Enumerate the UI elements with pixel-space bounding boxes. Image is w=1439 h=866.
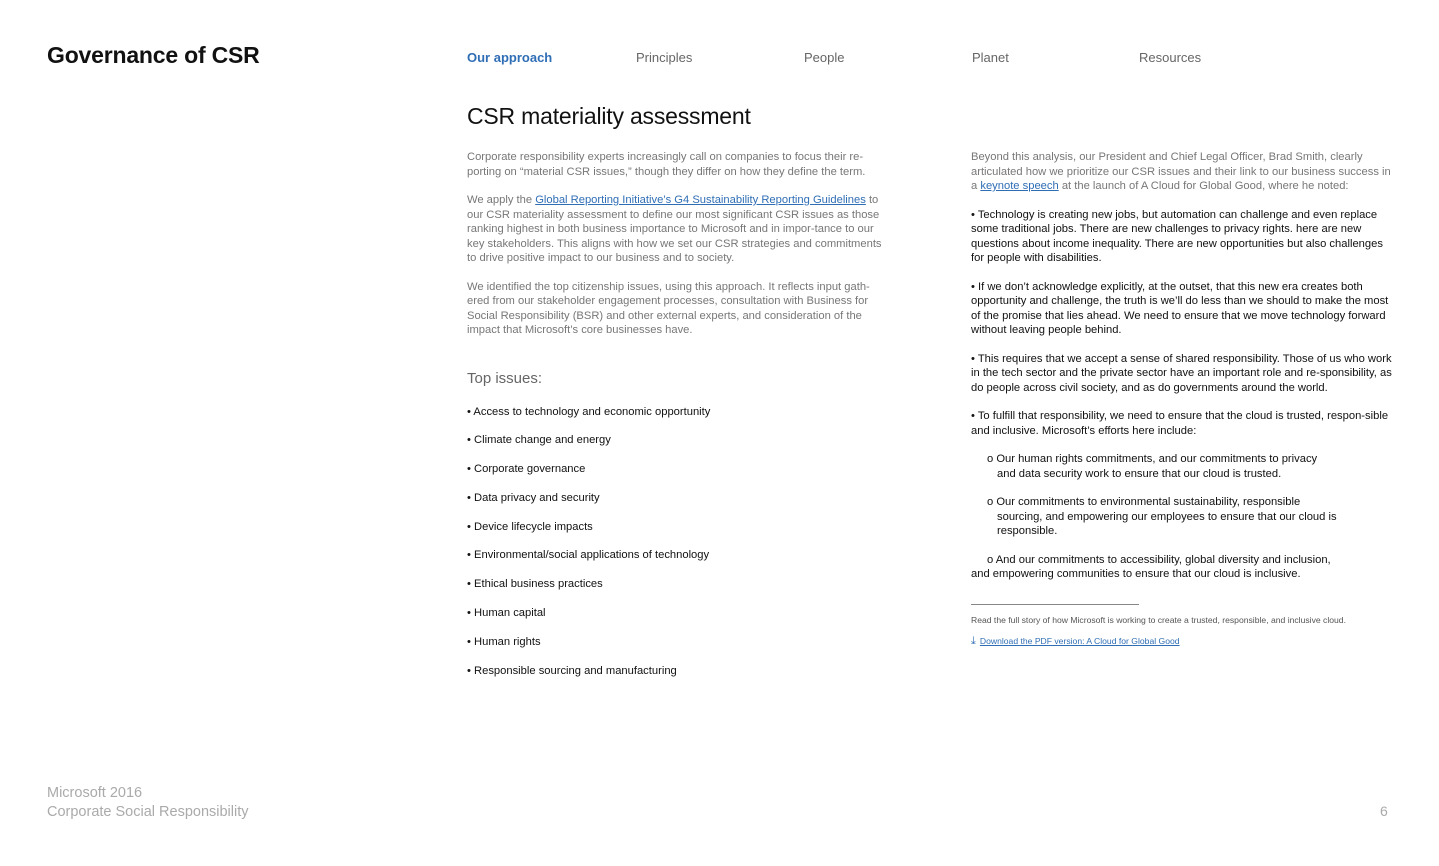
citizenship-paragraph: We identified the top citizenship issues, using this approach. It reflects input gath-ered from our stakeholder engagement processes, consultation with Business for Social Responsibility (BSR) and other external experts, and consideration of the impact that Microsoft’s core businesses have.: [467, 280, 870, 336]
gri-paragraph: [467, 193, 889, 266]
nav-item-people[interactable]: People: [804, 50, 845, 65]
keynote-prefix: Beyond this analysis, our President and Chief Legal Officer, Brad Smith, clearly articulated how we prioritize our CSR issues and their link to our business success in a: [971, 151, 1391, 192]
footer-brand-line-2: Corporate Social Responsibility: [47, 804, 249, 820]
sub-bullet-responsible: [971, 495, 1393, 539]
page-heading: CSR materiality assessment: [467, 103, 751, 129]
quote-bullet-4: • To fulfill that responsibility, we need to ensure that the cloud is trusted, respon-sible and inclusive. Microsoft’s efforts here include:: [971, 410, 1389, 437]
issue-item: • Access to technology and economic opportunity: [467, 405, 711, 418]
sub-bullet-inclusive-rest: and empowering communities to ensure that our cloud is inclusive.: [971, 568, 1301, 580]
sub-bullet-trusted: [971, 452, 1393, 481]
issue-item: • Corporate governance: [467, 463, 586, 476]
sub-bullet-responsible-rest: sourcing, and empowering our employees to ensure that our cloud is responsible.: [997, 510, 1337, 537]
quote-bullet-1: • Technology is creating new jobs, but automation can challenge and even replace some traditional jobs. There are new challenges to privacy rights. here are new questions about income inequality. There are new opportunities but also challenges for people with disabilities.: [971, 208, 1383, 264]
issue-item: • Responsible sourcing and manufacturing: [467, 664, 677, 677]
quote-bullet-2: • If we don’t acknowledge explicitly, at the outset, that this new era creates both opportunity and challenge, the truth is we’ll do less than we should to make the most of the promise that lies ahead. We need to ensure that we move technology forward without leaving people behind.: [971, 280, 1389, 336]
download-arrow-icon: ⤓: [971, 634, 976, 647]
keynote-intro: [971, 150, 1393, 194]
sub-bullet-inclusive: [971, 553, 1393, 582]
footnote-text: Read the full story of how Microsoft is working to create a trusted, responsible, and inclusive cloud.: [971, 614, 1346, 625]
issue-item: • Human capital: [467, 607, 546, 620]
top-issues-heading: Top issues:: [467, 369, 543, 387]
page-number: 6: [1380, 803, 1388, 819]
footer-brand-line-1: Microsoft 2016: [47, 785, 143, 801]
sub-bullet-trusted-rest: and data security work to ensure that our cloud is trusted.: [997, 467, 1282, 480]
section-title: Governance of CSR: [47, 42, 260, 68]
nav-item-our-approach[interactable]: Our approach: [467, 50, 553, 65]
sub-bullet-trusted-first: o Our human rights commitments, and our commitments to privacy: [987, 453, 1318, 465]
issue-item: • Environmental/social applications of technology: [467, 549, 710, 562]
footer-brand: [47, 784, 249, 822]
intro-paragraph: Corporate responsibility experts increasingly call on companies to focus their re-porting on “material CSR issues,” though they differ on how they define the term.: [467, 151, 866, 178]
quote-bullet-3: • This requires that we accept a sense of shared responsibility. Those of us who work in the tech sector and the private sector have an important role and re-sponsibility, as do people across civil society, and as do governments around the world.: [971, 352, 1392, 394]
nav-item-planet[interactable]: Planet: [972, 50, 1009, 65]
keynote-suffix: at the launch of A Cloud for Global Good, where he noted:: [1058, 180, 1349, 192]
right-column: [971, 150, 1393, 648]
issue-item: • Device lifecycle impacts: [467, 520, 593, 533]
keynote-speech-link[interactable]: keynote speech: [980, 180, 1059, 192]
issue-item: • Climate change and energy: [467, 434, 611, 447]
download-pdf-link[interactable]: Download the PDF version: A Cloud for Global Good: [979, 636, 1180, 646]
gri-prefix: We apply the: [467, 194, 536, 206]
gri-suffix: to our CSR materiality assessment to define our most significant CSR issues as those ranking highest in both business importance to Microsoft and in impor-tance to our key stakeholders. This aligns with how we set our CSR strategies and commitments to drive positive impact to our business and to society.: [467, 194, 882, 264]
issue-item: • Human rights: [467, 635, 541, 648]
nav-item-resources[interactable]: Resources: [1139, 50, 1202, 65]
sub-bullet-inclusive-first: o And our commitments to accessibility, global diversity and inclusion,: [987, 553, 1331, 566]
nav-item-principles[interactable]: Principles: [636, 50, 693, 65]
top-issues-list: [467, 405, 889, 693]
left-column: [467, 150, 889, 692]
footnote-divider: [971, 604, 1139, 605]
gri-guidelines-link[interactable]: Global Reporting Initiative’s G4 Sustainability Reporting Guidelines: [535, 194, 866, 206]
issue-item: • Ethical business practices: [467, 578, 603, 591]
sub-bullet-responsible-first: o Our commitments to environmental sustainability, responsible: [987, 496, 1301, 508]
issue-item: • Data privacy and security: [467, 491, 600, 504]
download-row: [971, 635, 1393, 648]
